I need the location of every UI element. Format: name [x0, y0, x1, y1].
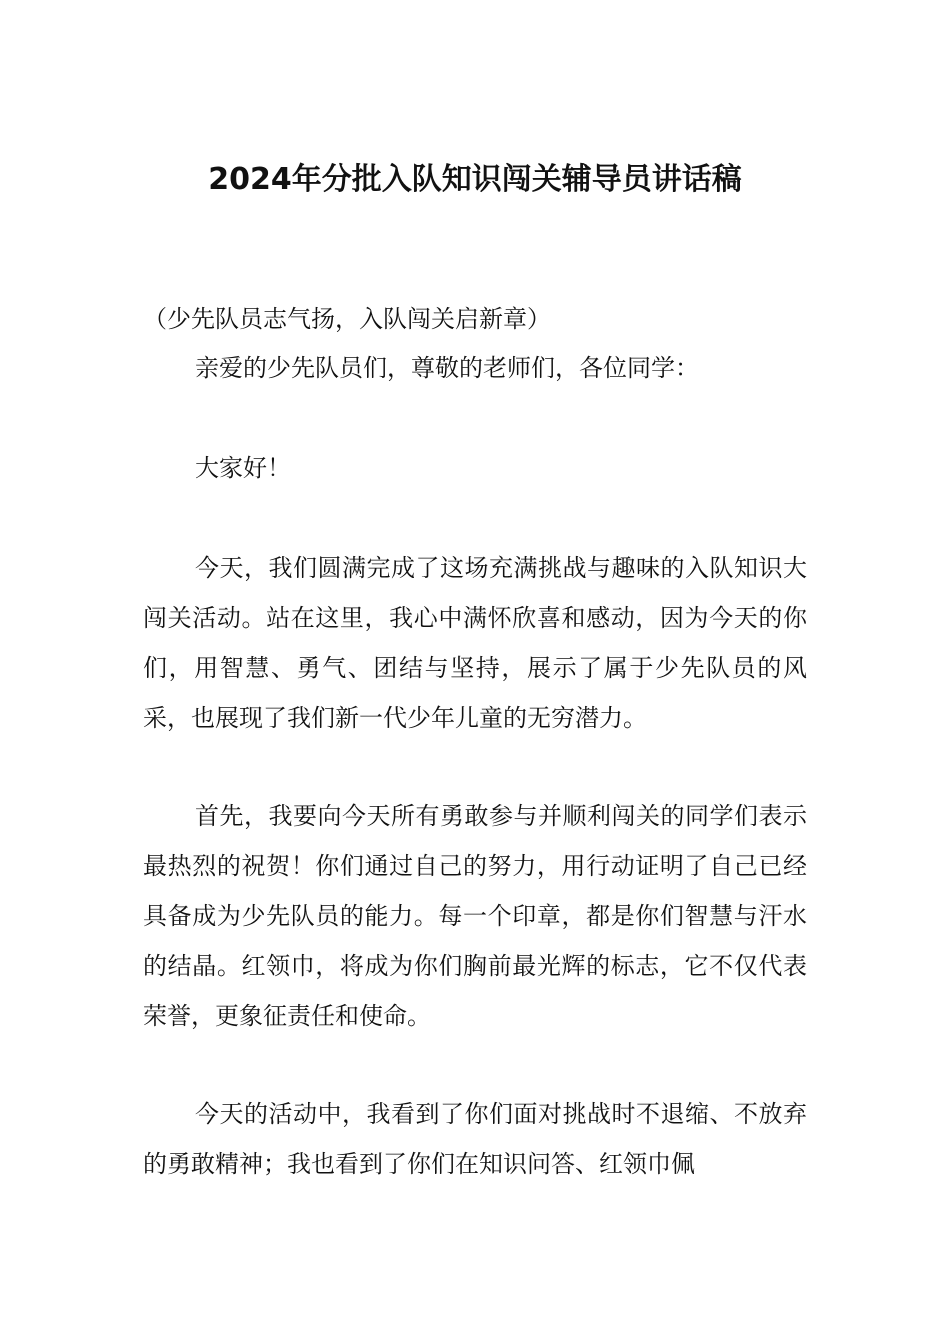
paragraph-1: 今天，我们圆满完成了这场充满挑战与趣味的入队知识大闯关活动。站在这里，我心中满怀欣喜和感动，因为今天的你们，用智慧、勇气、团结与坚持，展示了属于少先队员的风采，也展现了我们新一代少年儿童的无穷潜力。 [143, 554, 807, 732]
document-subtitle: （少先队员志气扬，入队闯关启新章） [143, 305, 551, 333]
paragraph-2: 首先，我要向今天所有勇敢参与并顺利闯关的同学们表示最热烈的祝贺！你们通过自己的努力，用行动证明了自己已经具备成为少先队员的能力。每一个印章，都是你们智慧与汗水的结晶。红领巾，将成为你们胸前最光辉的标志，它不仅代表荣誉，更象征责任和使命。 [143, 802, 807, 1030]
hello-line: 大家好！ [195, 454, 291, 482]
document-title: 2024年分批入队知识闯关辅导员讲话稿 [208, 162, 742, 197]
paragraph-3: 今天的活动中，我看到了你们面对挑战时不退缩、不放弃的勇敢精神；我也看到了你们在知识问答、红领巾佩 [143, 1100, 807, 1178]
greeting-line: 亲爱的少先队员们，尊敬的老师们，各位同学： [195, 354, 699, 382]
